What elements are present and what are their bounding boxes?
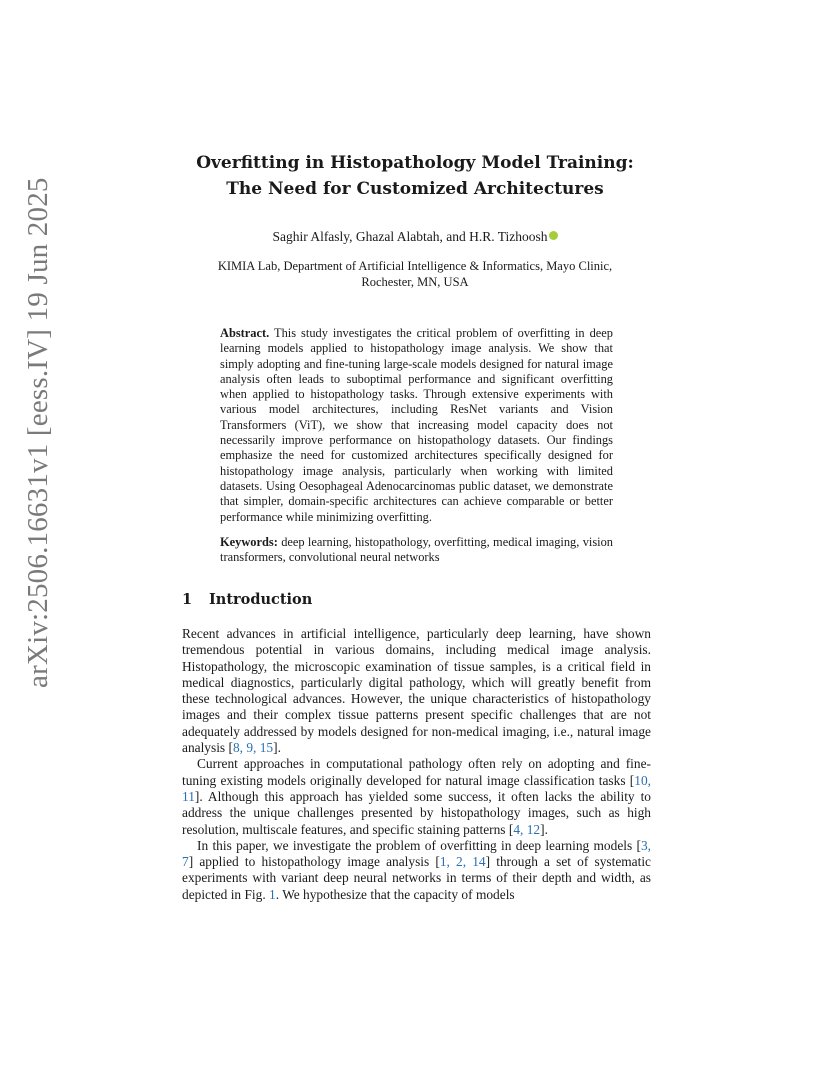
author-list <box>150 229 680 245</box>
section-heading <box>182 591 312 608</box>
keywords-text: deep learning, histopathology, overfitting, medical imaging, vision transformers, convolutional neural networks <box>220 535 613 565</box>
paragraph-3-text: In this paper, we investigate the problem of overfitting in deep learning models [ <box>197 837 641 853</box>
citation-link[interactable]: 10, 11 <box>182 772 651 804</box>
citation-link[interactable]: 1, 2, 14 <box>439 854 486 870</box>
paragraph-1-text: Recent advances in artificial intelligence, particularly deep learning, have shown tremendous potential in various domains, including medical image analysis. Histopathology, the microscopic examination of tissue samples, is a critical field in medical diagnostics, particularly digital pathology, which will greatly benefit from these technological advances. However, the unique characteristics of histopathology images and their complex tissue patterns present specific challenges that are not adequately addressed by models designed for non-medical imaging, i.e., natural image analysis [ <box>182 626 651 756</box>
paragraph-1 <box>182 626 651 756</box>
abstract-text: This study investigates the critical problem of overfitting in deep learning models applied to histopathology image analysis. We show that simply adopting and fine-tuning large-scale models designed for natural image analysis often leads to suboptimal performance and significant overfitting when applied to histopathology tasks. Through extensive experiments with various model architectures, including ResNet variants and Vision Transformers (ViT), we show that increasing model capacity does not necessarily improve performance on histopathology datasets. Our findings emphasize the need for customized architectures specifically designed for histopathology image analysis, particularly when working with limited datasets. Using Oesophageal Adenocarcinomas public dataset, we demonstrate that simpler, domain-specific architectures can achieve comparable or better performance while minimizing overfitting. <box>220 326 614 524</box>
figure-reference-link[interactable]: 1 <box>269 886 276 902</box>
paragraph-3-text-c: ] through a set of systematic experiments with variant deep neural networks in terms of their depth and width, as depicted in Fig. <box>182 854 652 902</box>
citation-link[interactable]: 4, 12 <box>513 821 541 837</box>
paragraph-3 <box>182 838 651 903</box>
keywords-label: Keywords: <box>220 535 278 549</box>
citation-link[interactable]: 8, 9, 15 <box>232 740 274 756</box>
section-number: 1 <box>182 591 193 608</box>
paragraph-2 <box>182 756 651 837</box>
orcid-icon[interactable] <box>549 231 558 240</box>
keywords <box>220 535 613 566</box>
affiliation-line-2: Rochester, MN, USA <box>361 275 469 289</box>
affiliation <box>150 258 680 290</box>
arxiv-identifier: arXiv:2506.16631v1 [eess.IV] 19 Jun 2025 <box>22 177 54 688</box>
title-line-2: The Need for Customized Architectures <box>226 179 604 199</box>
paragraph-3-text-d: . We hypothesize that the capacity of models <box>275 886 515 902</box>
citation-link[interactable]: 3, 7 <box>182 837 651 870</box>
author-names: Saghir Alfasly, Ghazal Alabtah, and H.R. Tizhoosh <box>272 229 548 244</box>
abstract-label: Abstract. <box>220 326 270 340</box>
section-title: Introduction <box>209 591 313 608</box>
abstract <box>220 326 613 525</box>
paragraph-1-end: ]. <box>273 740 281 756</box>
paragraph-3-text-b: ] applied to histopathology image analysis [ <box>188 854 440 870</box>
paragraph-2-mid: ]. Although this approach has yielded some success, it often lacks the ability to address the unique challenges presented by histopathology images, such as high resolution, multiscale features, and specific staining patterns [ <box>182 788 651 837</box>
body-text <box>182 626 651 903</box>
paragraph-2-text: Current approaches in computational pathology often rely on adopting and fine-tuning existing models originally developed for natural image classification tasks [ <box>182 756 651 788</box>
affiliation-line-1: KIMIA Lab, Department of Artificial Intelligence & Informatics, Mayo Clinic, <box>217 259 613 273</box>
title-line-1: Overfitting in Histopathology Model Training: <box>196 153 634 173</box>
paper-title <box>150 150 680 202</box>
paragraph-2-end: ]. <box>540 821 548 837</box>
